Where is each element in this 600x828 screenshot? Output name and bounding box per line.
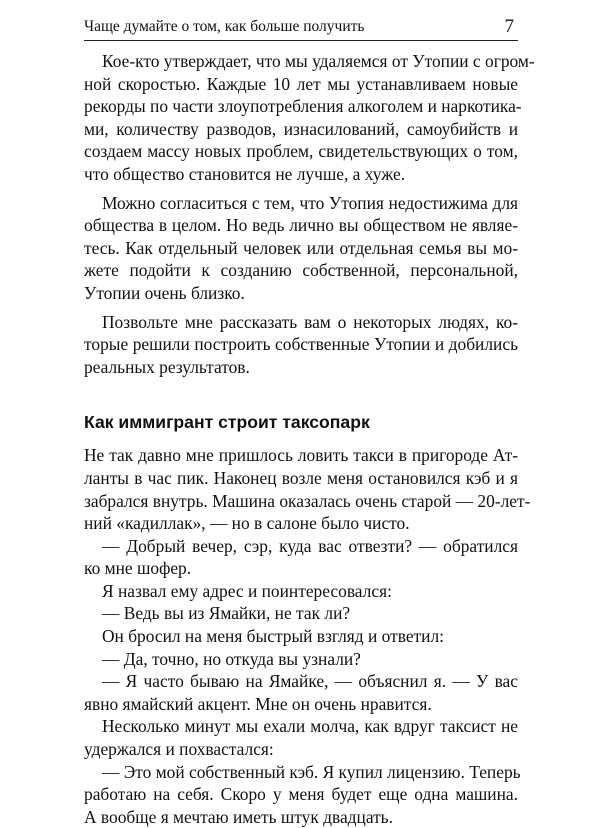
text-line: Позвольте мне рассказать вам о некоторых людях, ко- xyxy=(102,311,518,332)
running-header xyxy=(84,14,518,41)
text-line: рекорды по части злоупотребления алкоголем и наркотика- xyxy=(84,96,522,117)
text-line: А вообще я мечтаю иметь штук двадцать. xyxy=(84,806,393,827)
paragraph xyxy=(84,192,518,305)
text-line: реальных результатов. xyxy=(84,356,250,377)
paragraph xyxy=(84,444,531,534)
text-line: — Это мой собственный кэб. Я купил лицензию. Теперь xyxy=(102,761,521,782)
text-line: забрался внутрь. Машина оказалась очень старой — 20-лет- xyxy=(84,490,531,511)
text-line: ко мне шофер. xyxy=(84,558,192,579)
text-line: — Добрый вечер, сэр, куда вас отвезти? — обратился xyxy=(102,535,518,556)
text-line: Можно согласиться с тем, что Утопия недостижима для xyxy=(102,192,518,213)
text-line: что общество становится не лучше, а хуже. xyxy=(84,163,406,184)
text-line: Несколько минут мы ехали молча, как вдруг таксист не xyxy=(102,716,518,737)
paragraph xyxy=(84,625,518,648)
running-header-title: Чаще думайте о том, как больше получить xyxy=(84,18,365,35)
text-line: общества в целом. Но ведь лично вы обществом не являе- xyxy=(84,215,518,236)
text-line: — Да, точно, но откуда вы узнали? xyxy=(102,648,361,669)
text-line: Я назвал ему адрес и поинтересовался: xyxy=(102,580,392,601)
paragraph xyxy=(84,535,518,580)
text-line: Он бросил на меня быстрый взгляд и ответил: xyxy=(102,626,444,647)
paragraph xyxy=(84,648,518,671)
paragraph xyxy=(84,761,521,828)
body-text xyxy=(84,50,535,828)
paragraph xyxy=(84,715,518,760)
section-heading: Как иммигрант строит таксопарк xyxy=(84,412,370,433)
text-line: — Я часто бываю на Ямайке, — объяснил я. — У вас xyxy=(102,671,518,692)
text-line: явно ямайский акцент. Мне он очень нравится. xyxy=(84,693,432,714)
text-line: Кое-кто утверждает, что мы удаляемся от Утопии с огром- xyxy=(102,51,535,71)
text-line: Утопии очень близко. xyxy=(84,282,245,303)
paragraph xyxy=(84,311,518,379)
text-line: — Ведь вы из Ямайки, не так ли? xyxy=(102,603,351,624)
text-line: ной скоростью. Каждые 10 лет мы устанавливаем новые xyxy=(84,73,518,94)
text-line: ми, количеству разводов, изнасилований, самоубийств и xyxy=(84,118,518,139)
text-line: торые решили построить собственные Утопии и добились xyxy=(84,334,518,355)
text-line: жете подойти к созданию собственной, персональной, xyxy=(84,260,518,281)
paragraph xyxy=(84,580,518,603)
text-line: ний «кадиллак», — но в салоне было чисто. xyxy=(84,513,410,534)
text-line: тесь. Как отдельный человек или отдельная семья вы мо- xyxy=(84,237,518,258)
paragraph xyxy=(84,602,518,625)
paragraph xyxy=(84,50,535,186)
text-line: создаем массу новых проблем, свидетельствующих о том, xyxy=(84,141,518,162)
text-line: Не так давно мне пришлось ловить такси в пригороде Ат- xyxy=(84,445,518,466)
page-number: 7 xyxy=(504,16,514,37)
paragraph xyxy=(84,670,518,715)
text-line: ланты в час пик. Наконец возле меня остановился кэб и я xyxy=(84,467,518,488)
text-line: работаю на себя. Скоро у меня будет еще одна машина. xyxy=(84,784,518,805)
text-line: удержался и похвастался: xyxy=(84,739,274,760)
